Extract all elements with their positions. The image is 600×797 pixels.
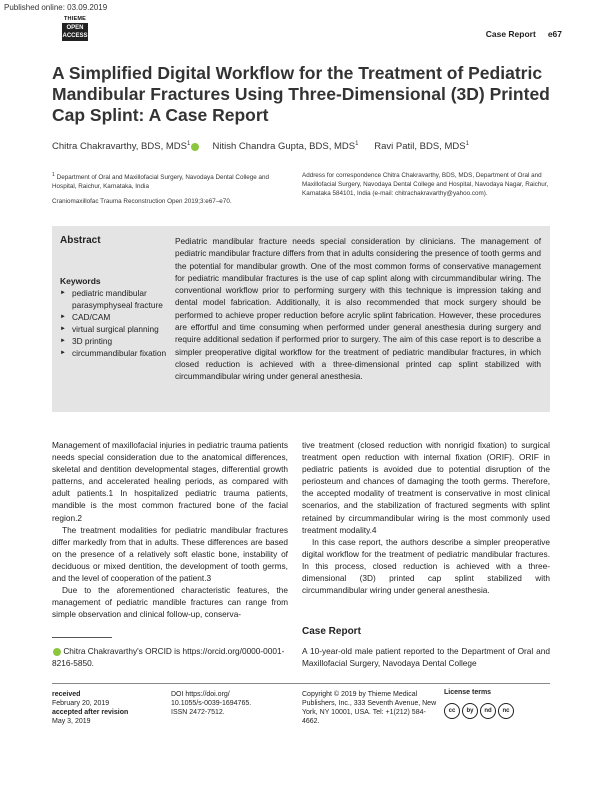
keyword-item: ► pediatric mandibular parasymphyseal fracture — [60, 287, 170, 311]
page-number: e67 — [547, 29, 562, 39]
affiliation-sup: 1 — [52, 172, 55, 178]
paragraph: In this case report, the authors describe a simpler preoperative digital workflow for the treatment of pediatric mandibular fractures. In this process, closed reduction is achieved with a three-dimensional (3D) printed cap splint stabilized with circummandibular wiring under general anesthesia. — [302, 536, 550, 596]
author-1: Chitra Chakravarthy, BDS, MDS — [52, 141, 187, 153]
keywords-list — [60, 287, 170, 359]
orcid-icon[interactable] — [191, 143, 199, 151]
orcid-icon[interactable] — [53, 648, 61, 656]
paragraph: tive treatment (closed reduction with nonrigid fixation) to surgical treatment open reduction with internal fixation (ORIF). ORIF in pediatric patients is avoided due to potential disruption of the periosteum and chances of damaging the tooth germs. Therefore, the accepted modality of treatment is conservative in most clinical scenarios, and the stabilization of fractured segments with splint retained by circummandibular wiring is the most commonly used treatment modality.4 — [302, 440, 550, 535]
accepted-date: May 3, 2019 — [52, 718, 91, 725]
footer-doi — [171, 690, 286, 717]
right-column — [302, 439, 550, 596]
article-title: A Simplified Digital Workflow for the Treatment of Pediatric Mandibular Fractures Using Three-Dimensional (3D) Printed Cap Splint: A Case Report — [52, 63, 550, 125]
correspondence-address: Address for correspondence Chitra Chakravarthy, BDS, MDS, Department of Oral and Maxillofacial Surgery, Navodaya Dental College and Hospital, Navodaya Nagar, Raichur, Karnataka 584101, India (e-mail: chitrachakravarthy@yahoo.com). — [302, 172, 549, 197]
logo-line2: ACCESS — [62, 33, 88, 39]
author-3: Ravi Patil, BDS, MDS — [374, 141, 466, 153]
keywords-heading: Keywords — [60, 276, 101, 286]
license-icons[interactable] — [444, 703, 554, 719]
case-report-text: A 10-year-old male patient reported to the Department of Oral and Maxillofacial Surgery, Navodaya Dental College — [302, 646, 550, 669]
author-2: Nitish Chandra Gupta, BDS, MDS — [212, 141, 356, 153]
author-list — [52, 141, 469, 152]
footer-divider — [52, 683, 550, 684]
nc-icon: nc — [498, 703, 514, 719]
footer-copyright: Copyright © 2019 by Thieme Medical Publishers, Inc., 333 Seventh Avenue, New York, NY 10001, USA. Tel: +1(212) 584-4662. — [302, 691, 437, 725]
published-online: Published online: 03.09.2019 — [4, 3, 108, 12]
orcid-footnote — [52, 645, 288, 669]
running-head — [474, 29, 562, 39]
affiliation-text: Department of Oral and Maxillofacial Surgery, Navodaya Dental College and Hospital, Raichur, Karnataka, India — [52, 174, 270, 191]
author-1-sup: 1 — [186, 141, 191, 147]
case-report-heading: Case Report — [302, 626, 361, 637]
doi-link[interactable]: DOI https://doi.org/ — [171, 691, 230, 698]
running-head-label: Case Report — [485, 29, 536, 39]
affiliation — [52, 171, 282, 191]
author-3-sup: 1 — [465, 141, 469, 147]
footnote-divider — [52, 637, 112, 638]
paragraph: Due to the aforementioned characteristic features, the management of pediatric mandible fractures can range from simple observation and clinical follow-up, conserva- — [52, 585, 288, 620]
logo-box — [62, 23, 88, 41]
abstract-text: Pediatric mandibular fracture needs special consideration by clinicians. The management of pediatric mandibular fracture differs from that in adults considering the presence of tooth germs and the potential for mandibular growth. One of the most common forms of conservative management for pediatric mandibular fractures is the use of cap splint along with circummandibular wiring. The conventional workflow prior to performing surgery with this technique is impression taking and dental model fabrication. Additionally, it is also recommended that mock surgery should be performed to achieve proper reduction before acrylic splint fabrication. However, these procedures are effortful and time consuming when performed under general anesthesia during surgery and require additional sedation if performed prior to surgery. The aim of this case report is to describe a simpler preoperative digital workflow for the treatment of pediatric mandibular fractures, in which closed reduction is achieved with a three-dimensional printed cap splint stabilized with circummandibular wiring under general anesthesia. — [175, 236, 541, 382]
paragraph: Management of maxillofacial injuries in pediatric trauma patients needs special consideration due to the anatomical differences, skeletal and dentition developmental stages, differential growth patterns, and accelerated healing periods, as compared with adult patients.1 In hospitalized pediatric trauma patients, mandible is the most common fractured bone of the facial region.2 — [52, 440, 288, 523]
left-column — [52, 439, 288, 620]
orcid-note-text: Chitra Chakravarthy's ORCID is https://orcid.org/0000-0001-8216-5850. — [52, 646, 285, 668]
received-date: February 20, 2019 — [52, 700, 110, 707]
accepted-label: accepted after revision — [52, 709, 129, 716]
nd-icon: nd — [480, 703, 496, 719]
license-title: License terms — [444, 689, 492, 696]
footer-dates — [52, 690, 162, 726]
keyword-item: ► virtual surgical planning — [60, 323, 170, 335]
received-label: received — [52, 691, 81, 698]
doi-number: 10.1055/s-0039-1694765. — [171, 700, 252, 707]
paragraph: The treatment modalities for pediatric mandibular fractures differ markedly from that in adults. These differences are based on the presence of a relatively soft elastic bone, instability of deciduous or mixed dentition, the development of tooth germs, and the level of cooperation of the patient.3 — [52, 524, 288, 584]
thieme-open-access-logo — [62, 16, 88, 42]
cc-icon: cc — [444, 703, 460, 719]
author-2-sup: 1 — [355, 141, 359, 147]
abstract-heading: Abstract — [60, 235, 101, 246]
logo-line1: OPEN — [66, 25, 84, 31]
journal-citation: Craniomaxillofac Trauma Reconstruction Open 2019;3:e67–e70. — [52, 198, 232, 205]
keyword-item: ► CAD/CAM — [60, 311, 170, 323]
keyword-item: ► 3D printing — [60, 335, 170, 347]
logo-top: THIEME — [64, 16, 86, 22]
keyword-item: ► circummandibular fixation — [60, 347, 170, 359]
by-icon: by — [462, 703, 478, 719]
footer-license — [444, 688, 554, 719]
issn: ISSN 2472-7512. — [171, 709, 225, 716]
